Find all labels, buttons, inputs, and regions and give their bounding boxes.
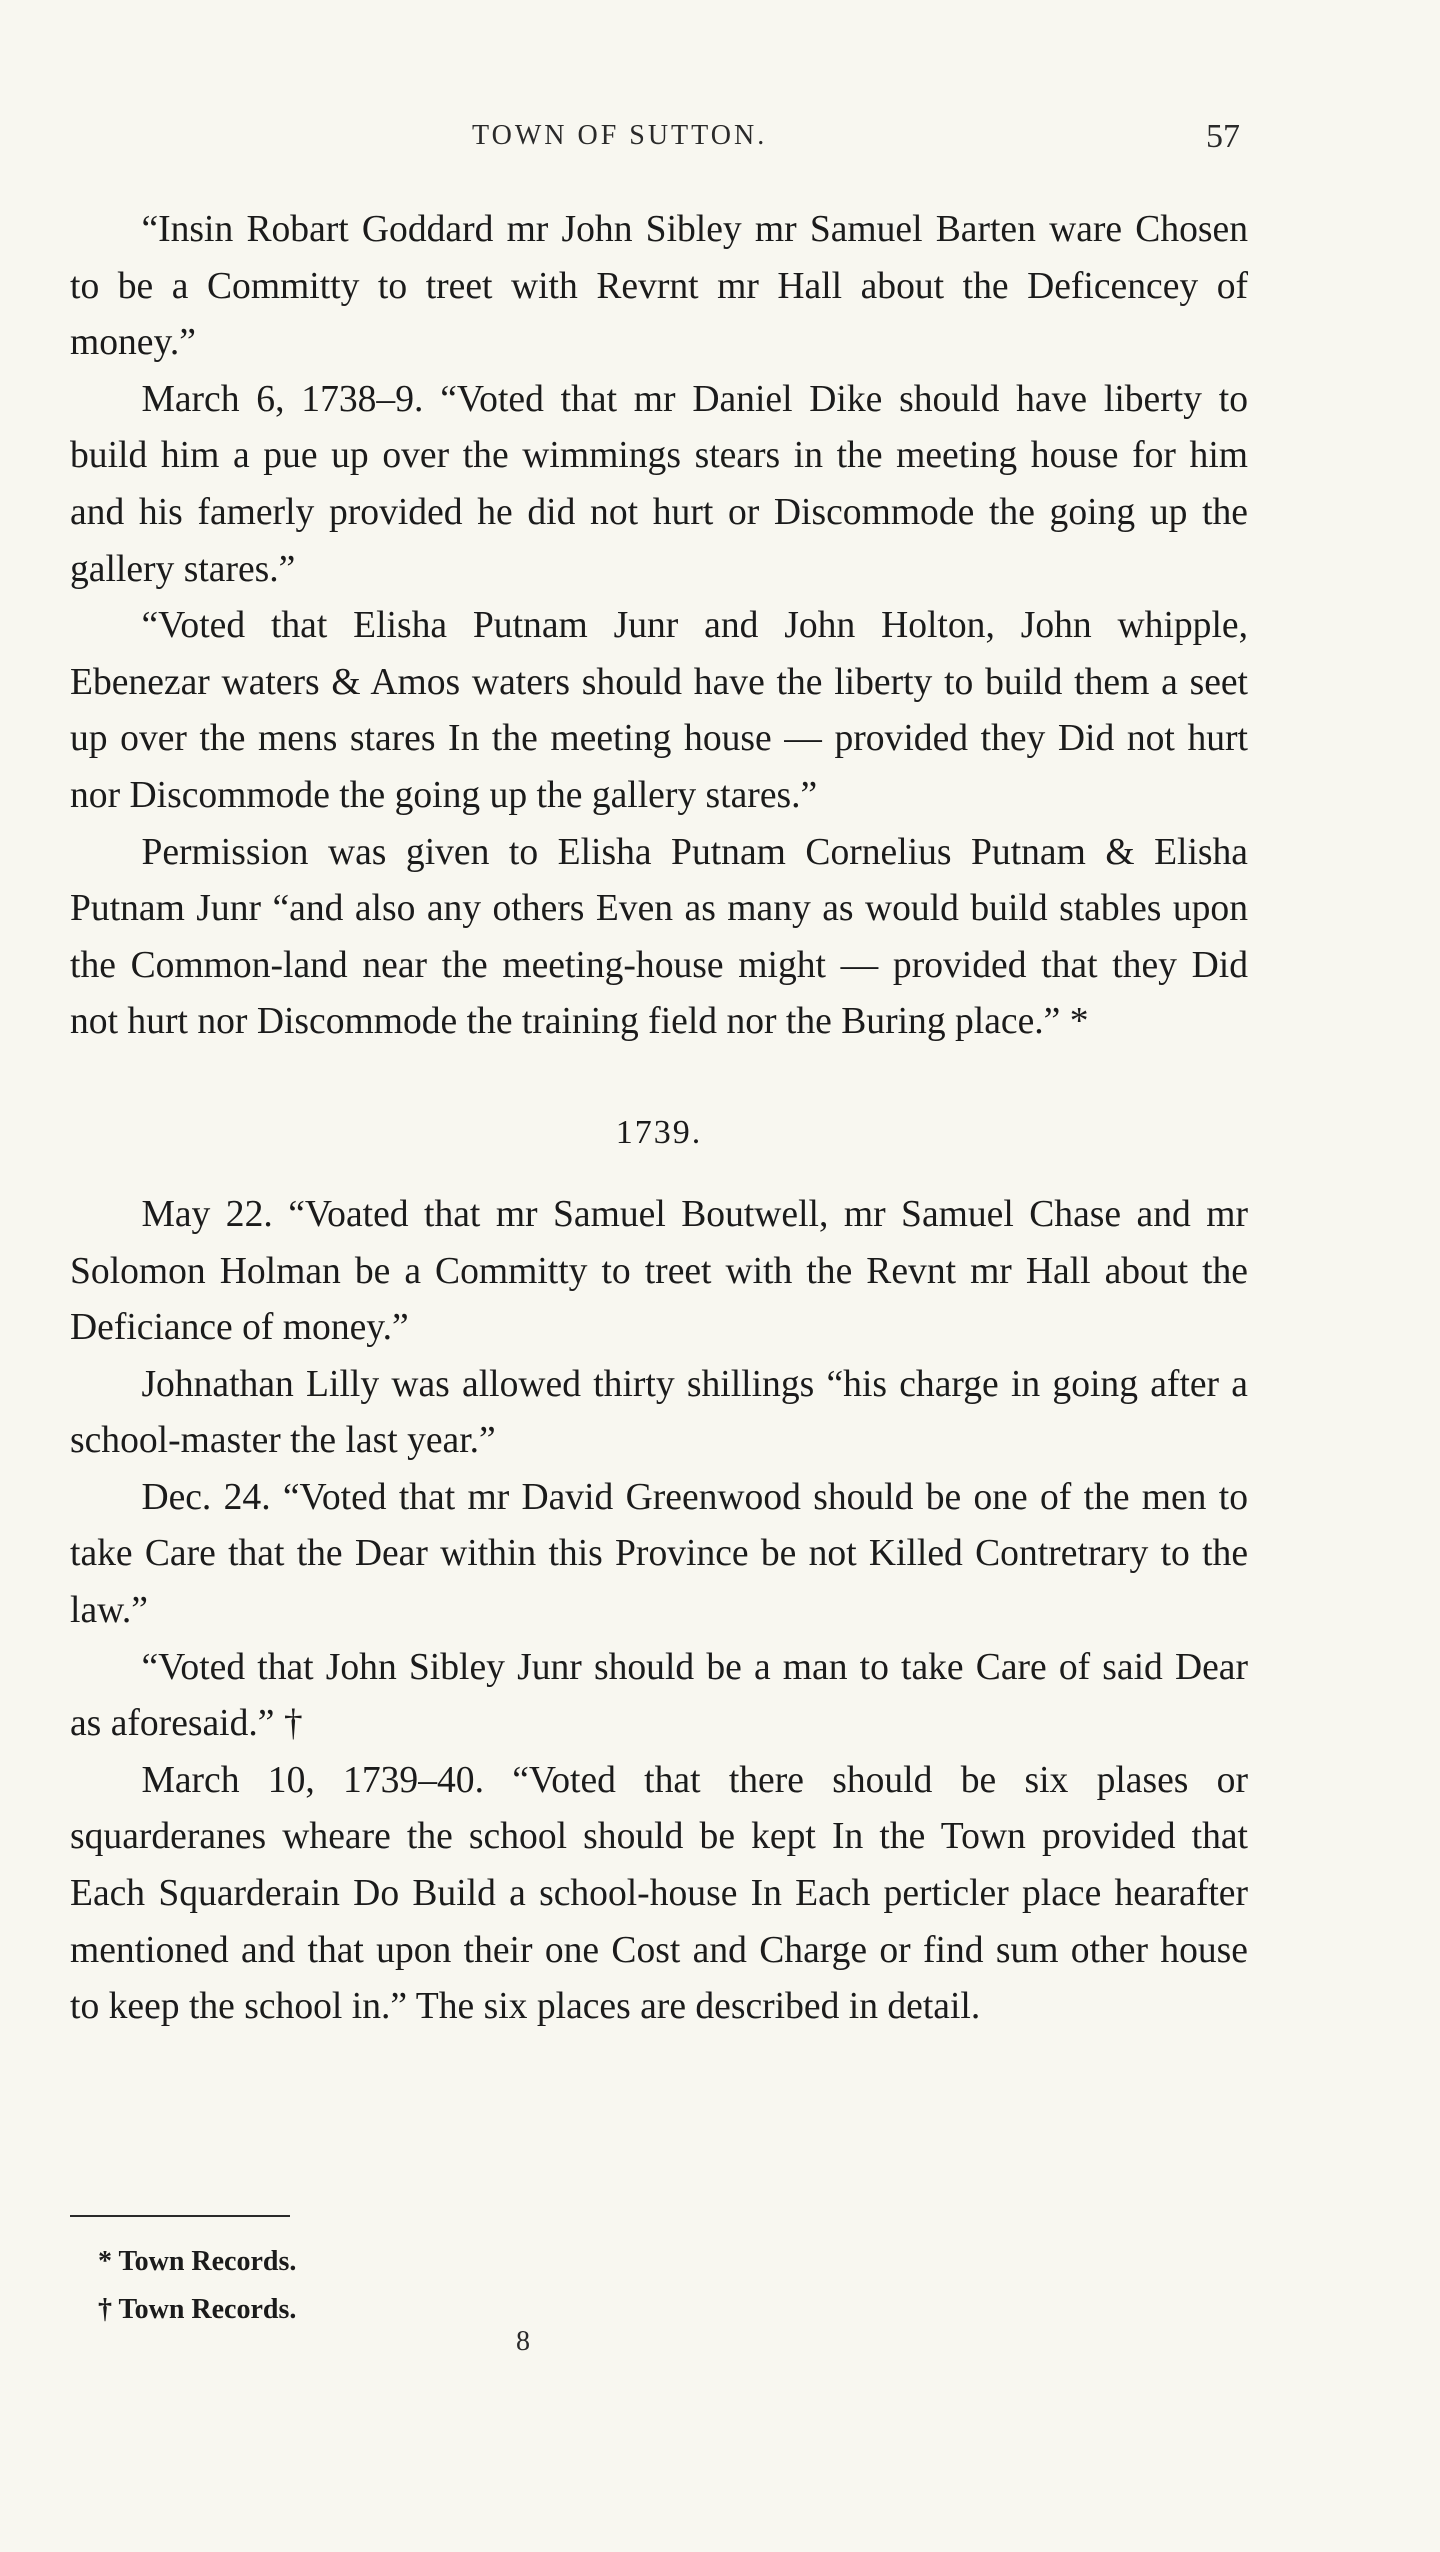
paragraph-march-1738: March 6, 1738–9. “Voted that mr Daniel Dike should have liberty to build him a pue up over the wimmings stears in the meeting house for him and his famerly provided he did not hurt or Discommode the going up the gallery stares.”: [70, 378, 1248, 590]
running-head: [0, 120, 1440, 160]
footnote-1: * Town Records.: [98, 2246, 297, 2277]
footnotes: [98, 2238, 296, 2334]
signature-mark: 8: [516, 2326, 530, 2357]
paragraph-stables-permission: Permission was given to Elisha Putnam Cornelius Putnam & Elisha Putnam Junr “and also any others Even as many as would build stables upon the Common-land near the meeting-house might — provided that they Did not hurt nor Discommode the training field nor the Buring place.” *: [70, 831, 1248, 1043]
paragraph-committee-1738: “Insin Robart Goddard mr John Sibley mr Samuel Barten ware Chosen to be a Committy to treet with Revrnt mr Hall about the Deficencey of money.”: [70, 209, 1248, 364]
running-head-title: TOWN OF SUTTON.: [472, 120, 768, 151]
paragraph-may-1739: May 22. “Voated that mr Samuel Boutwell, mr Samuel Chase and mr Solomon Holman be a Committy to treet with the Revnt mr Hall about the Deficiance of money.”: [70, 1193, 1248, 1349]
body-text: [70, 202, 1248, 2036]
paragraph-sibley-dear: “Voted that John Sibley Junr should be a man to take Care of said Dear as aforesaid.” †: [70, 1646, 1248, 1745]
footnote-divider: [70, 2215, 290, 2217]
paragraph-march-1739-40: March 10, 1739–40. “Voted that there should be six plases or squarderanes wheare the school should be kept In the Town provided that Each Squarderain Do Build a school-house In Each perticler place hearafter mentioned and that upon their one Cost and Charge or find sum other house to keep the school in.” The six places are described in detail.: [70, 1759, 1248, 2028]
year-heading: 1739.: [615, 1113, 703, 1151]
page-number: 57: [1206, 118, 1240, 155]
paragraph-lilly: Johnathan Lilly was allowed thirty shillings “his charge in going after a school-master the last year.”: [70, 1363, 1248, 1462]
footnote-2: † Town Records.: [98, 2294, 297, 2325]
paragraph-putnam-seet: “Voted that Elisha Putnam Junr and John Holton, John whipple, Ebenezar waters & Amos waters should have the liberty to build them a seet up over the mens stares In the meeting house — provided they Did not hurt nor Discommode the going up the gallery stares.”: [70, 605, 1248, 816]
paragraph-dec-1739: Dec. 24. “Voted that mr David Greenwood should be one of the men to take Care that the Dear within this Province be not Killed Contretrary to the law.”: [70, 1476, 1248, 1632]
